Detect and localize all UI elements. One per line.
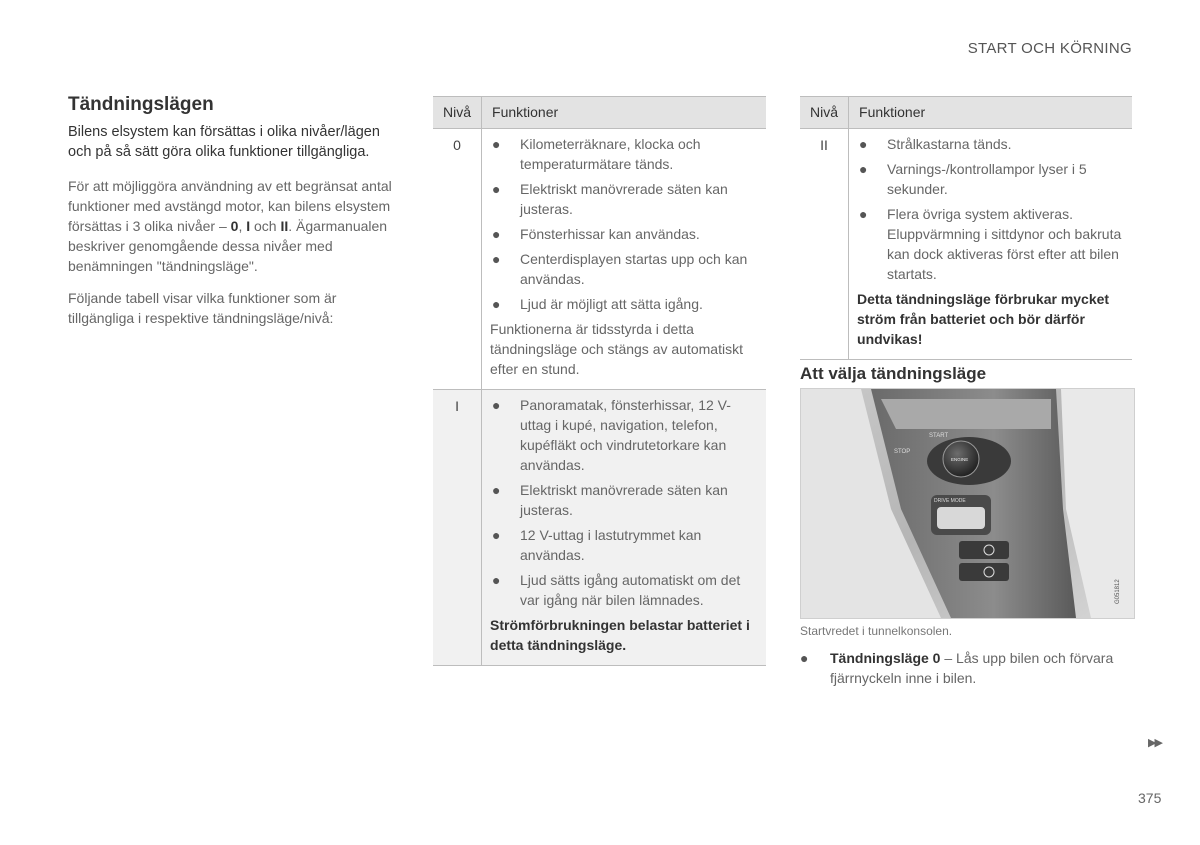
list-item-text: Kilometerräknare, klocka och temperaturmätare tänds. xyxy=(520,136,701,172)
functions-cell xyxy=(849,129,1132,360)
table-header-row xyxy=(433,97,766,129)
bullet-icon: ● xyxy=(492,251,501,267)
list-item xyxy=(857,159,1122,199)
list-item-text: Strålkastarna tänds. xyxy=(887,136,1012,152)
level-1-ref: I xyxy=(246,218,251,234)
section-subtitle: Att välja tändningsläge xyxy=(800,364,987,383)
page-number: 375 xyxy=(1138,790,1162,806)
bullet-icon: ● xyxy=(859,136,868,152)
bullet-icon: ● xyxy=(492,572,501,588)
list-item xyxy=(857,204,1122,284)
list-item-text: Elektriskt manövrerade säten kan justeras. xyxy=(520,482,728,518)
photo-caption: Startvredet i tunnelkonsolen. xyxy=(800,624,953,638)
list-item xyxy=(490,570,756,610)
bullet-icon: ● xyxy=(492,482,501,498)
level-cell: 0 xyxy=(433,129,482,390)
bullet-icon: ● xyxy=(800,650,809,666)
list-item xyxy=(490,249,756,289)
ignition-table-level-2 xyxy=(800,96,1132,360)
continued-arrows-icon: ▶▶ xyxy=(1148,737,1161,749)
para-sep-1: , xyxy=(238,218,247,234)
bullet-icon: ● xyxy=(859,206,868,222)
para-sep-2: och xyxy=(250,218,281,234)
row-warning: Strömförbrukningen belastar batteriet i detta tändningsläge. xyxy=(490,617,750,653)
list-item-text: Centerdisplayen startas upp och kan användas. xyxy=(520,251,748,287)
step-text: – Lås upp bilen och förvara fjärrnyckeln inne i bilen. xyxy=(830,650,1114,686)
tunnel-console-illustration xyxy=(801,389,1134,618)
step-label: Tändningsläge 0 xyxy=(830,650,941,666)
list-item xyxy=(490,480,756,520)
body-paragraph-levels xyxy=(68,176,398,276)
table-row-level-2 xyxy=(800,129,1132,360)
ignition-step-item xyxy=(800,648,1130,688)
list-item xyxy=(490,179,756,219)
list-item xyxy=(490,294,756,314)
list-item xyxy=(490,134,756,174)
para-text-b: . Ägarmanualen beskriver genomgående dessa nivåer med benämningen "tändningsläge". xyxy=(68,218,388,274)
list-item-text: Varnings-/kontrollampor lyser i 5 sekunder. xyxy=(887,161,1087,197)
list-item-text: 12 V-uttag i lastutrymmet kan användas. xyxy=(520,527,702,563)
drive-mode-label: DRIVE MODE xyxy=(934,498,966,504)
row-warning: Detta tändningsläge förbrukar mycket ström från batteriet och bör därför undvikas! xyxy=(857,291,1110,347)
list-item xyxy=(490,395,756,475)
table-row-level-1 xyxy=(433,390,766,666)
engine-label: ENGINE xyxy=(951,457,969,462)
row-note: Funktionerna är tidsstyrda i detta tändningsläge och stängs av automatiskt efter en stund. xyxy=(490,321,743,377)
list-item-text: Panoramatak, fönsterhissar, 12 V-uttag i kupé, navigation, telefon, kupéfläkt och vindrutetorkare kan användas. xyxy=(520,397,731,473)
table-row-level-0 xyxy=(433,129,766,390)
bullet-icon: ● xyxy=(492,136,501,152)
column-header-functions: Funktioner xyxy=(849,97,1132,129)
list-item-text: Ljud sätts igång automatiskt om det var igång när bilen lämnades. xyxy=(520,572,741,608)
stop-label: STOP xyxy=(894,449,911,455)
bullet-icon: ● xyxy=(492,296,501,312)
functions-cell xyxy=(482,390,766,666)
column-header-level: Nivå xyxy=(433,97,482,129)
bullet-icon: ● xyxy=(492,397,501,413)
intro-text: Bilens elsystem kan försättas i olika nivåer/lägen och på så sätt göra olika funktioner tillgängliga. xyxy=(68,124,380,160)
bullet-icon: ● xyxy=(492,527,501,543)
table-header-row xyxy=(800,97,1132,129)
level-2-ref: II xyxy=(280,218,289,234)
column-header-level: Nivå xyxy=(800,97,849,129)
list-item xyxy=(490,224,756,244)
start-label: START xyxy=(929,433,949,439)
tunnel-console-photo xyxy=(800,388,1135,619)
level-cell: I xyxy=(433,390,482,666)
list-item xyxy=(857,134,1122,154)
list-item-text: Ljud är möjligt att sätta igång. xyxy=(520,296,703,312)
bullet-icon: ● xyxy=(492,226,501,242)
left-column xyxy=(68,94,398,340)
figure-code: G051812 xyxy=(1115,579,1121,604)
bullet-icon: ● xyxy=(492,181,501,197)
level-0-ref: 0 xyxy=(230,218,239,234)
level-cell: II xyxy=(800,129,849,360)
body-paragraph-table-intro: Följande tabell visar vilka funktioner som är tillgängliga i respektive tändningsläge/nivå: xyxy=(68,290,337,326)
functions-cell xyxy=(482,129,766,390)
section-title: Tändningslägen xyxy=(68,94,214,115)
column-header-functions: Funktioner xyxy=(482,97,766,129)
list-item xyxy=(490,525,756,565)
list-item-text: Elektriskt manövrerade säten kan justeras. xyxy=(520,181,728,217)
ignition-table-levels-0-1 xyxy=(433,96,766,666)
chapter-header: START OCH KÖRNING xyxy=(967,40,1132,57)
list-item-text: Flera övriga system aktiveras. Eluppvärmning i sittdynor och bakruta kan dock aktiveras först efter att bilen startats. xyxy=(887,206,1122,282)
bullet-icon: ● xyxy=(859,161,868,177)
para-text-a: För att möjliggöra användning av ett begränsat antal funktioner med avstängd motor, kan bilens elsystem försättas i 3 olika nivåer – xyxy=(68,178,392,234)
list-item-text: Fönsterhissar kan användas. xyxy=(520,226,700,242)
